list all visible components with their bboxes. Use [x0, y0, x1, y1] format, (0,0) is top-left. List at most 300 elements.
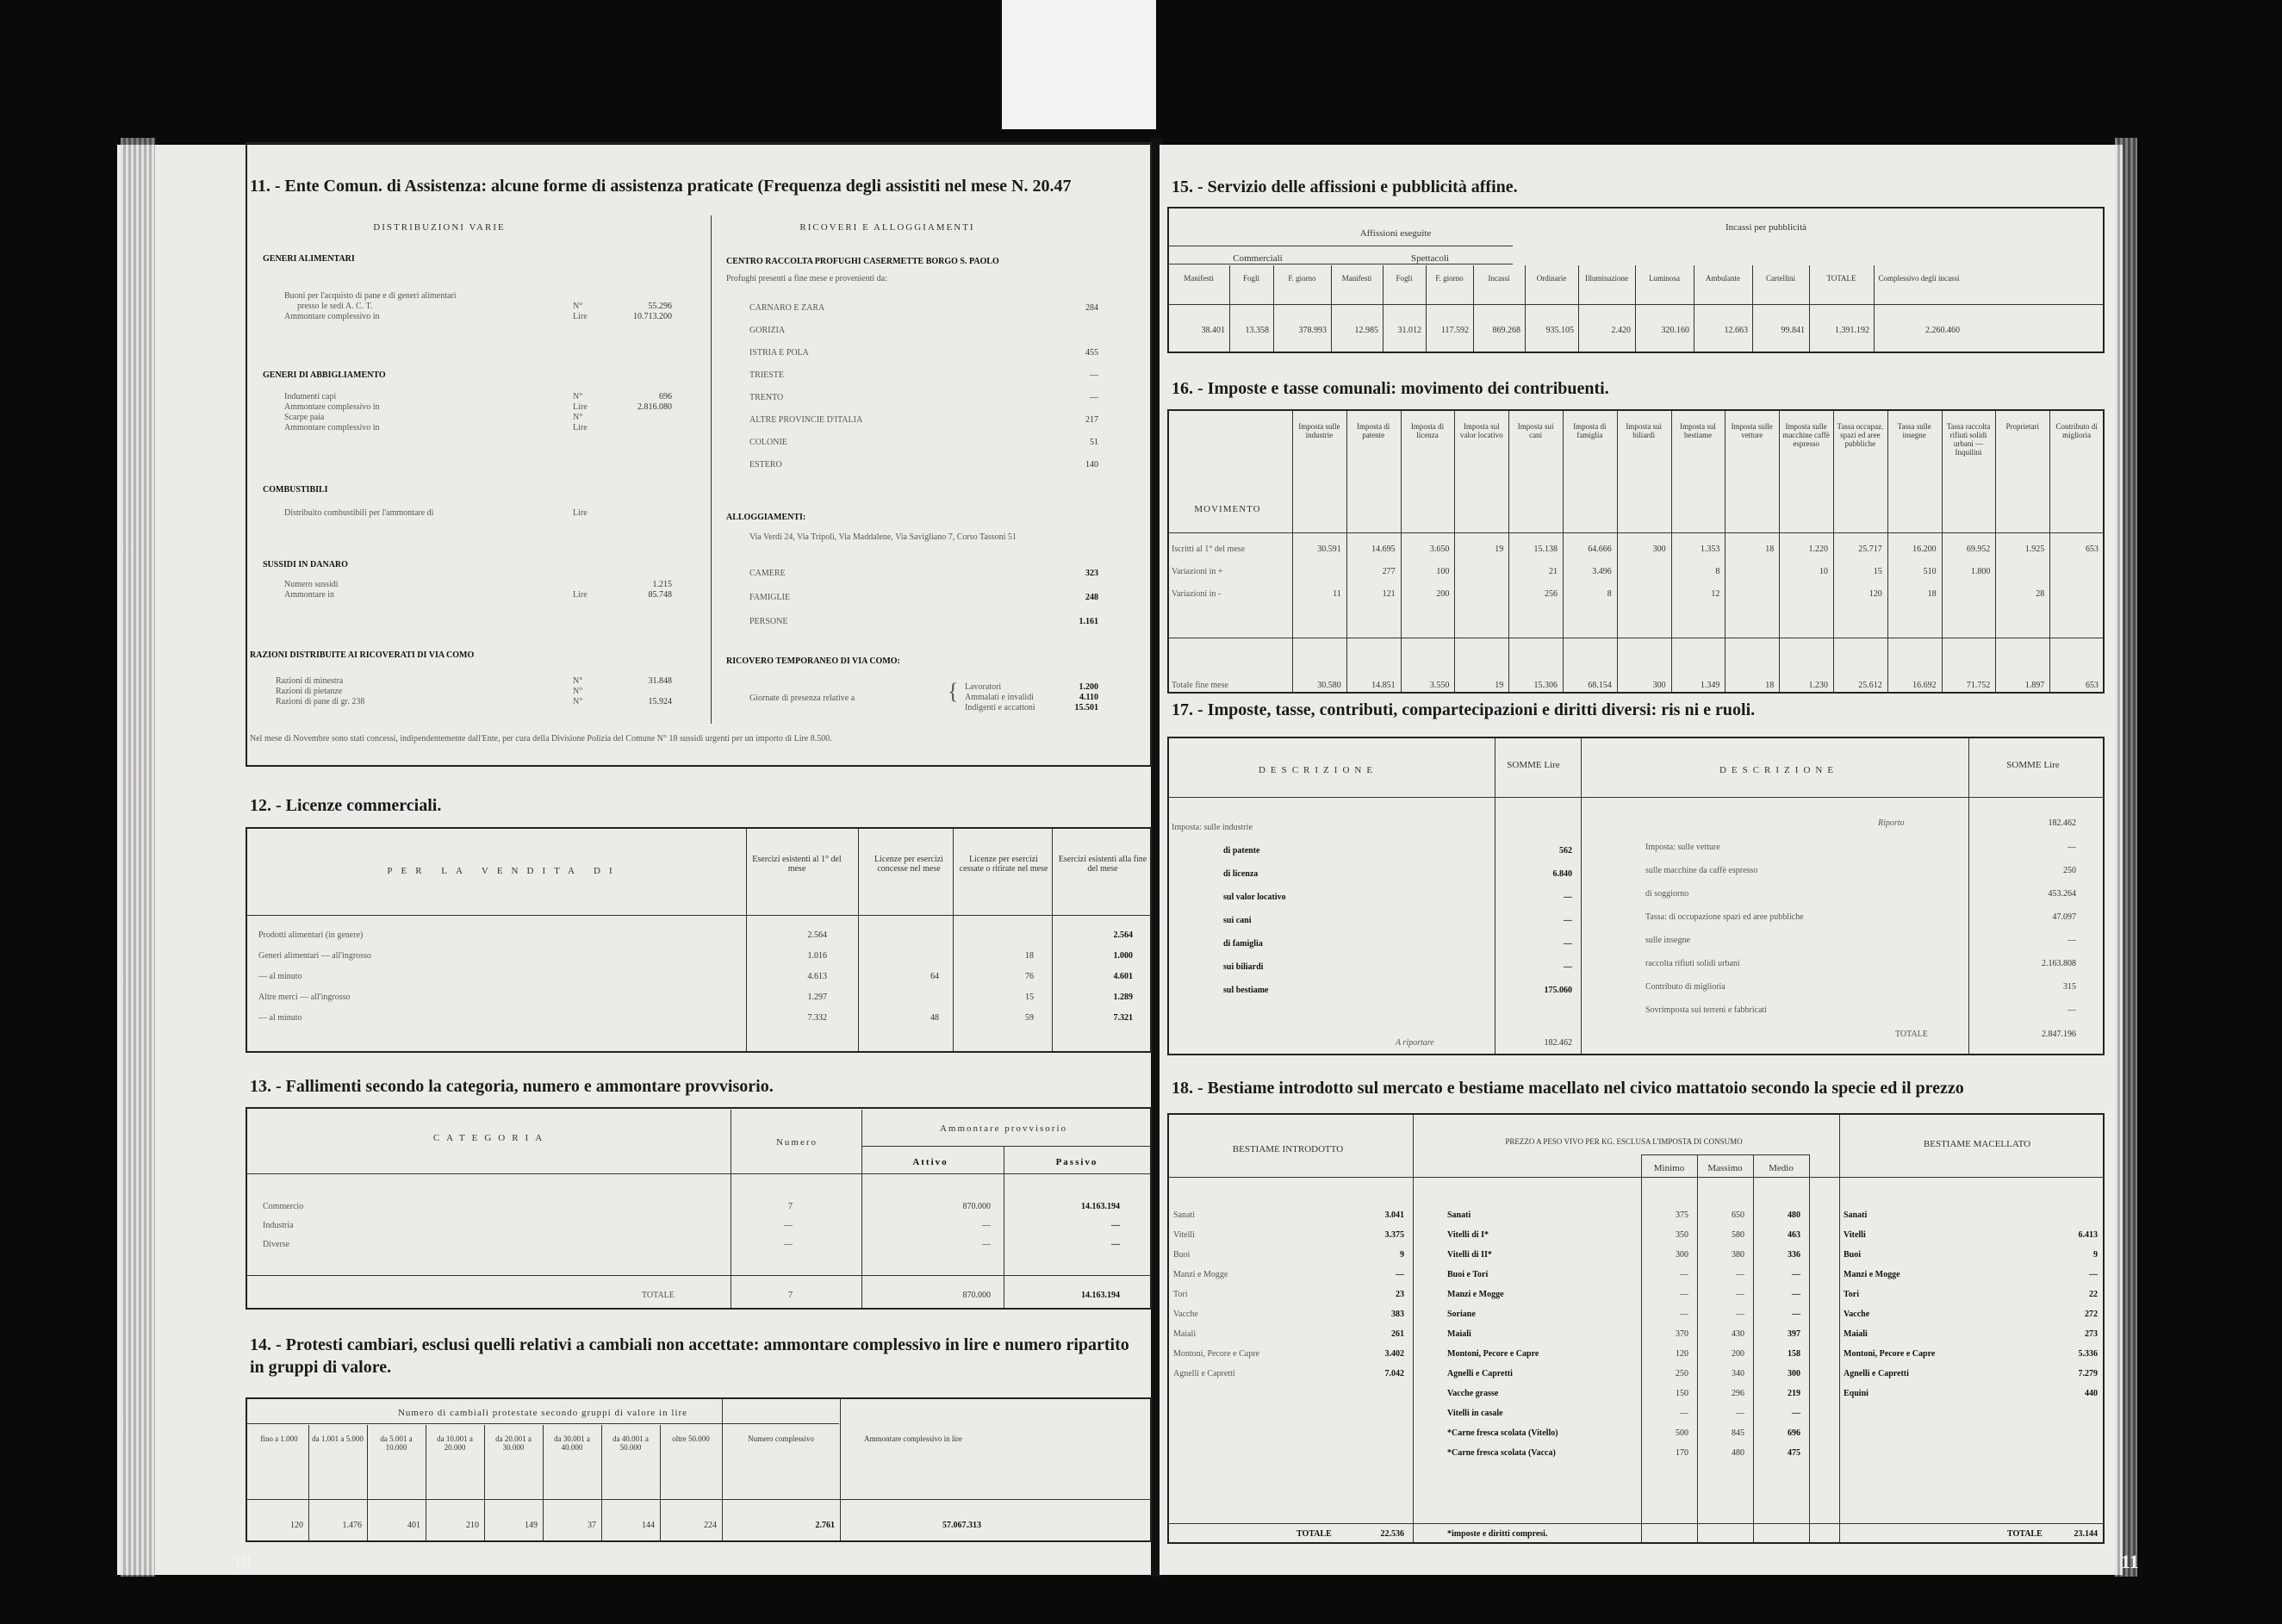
- s18-prezzo-med: —: [1792, 1290, 1800, 1299]
- divider: [1809, 1154, 1810, 1542]
- s18-introdotto-value: 383: [1391, 1310, 1404, 1319]
- s16-cell: 28: [2036, 589, 2045, 599]
- s16-col-header: Imposta di patente: [1357, 422, 1390, 439]
- section-11-footnote: Nel mese di Novembre sono stati concessi, indipendentemente dall'Ente, per cura della Divisione Polizia del Comune N° 18 sussidi urgenti per un importo di Lire 8.500.: [250, 734, 832, 744]
- rule: [246, 1423, 839, 1424]
- rule: [1168, 797, 2104, 798]
- s16-cell: 200: [1436, 589, 1450, 599]
- s17-left-label: sul bestiame: [1223, 986, 1269, 995]
- s18-prezzo-min: 120: [1676, 1349, 1688, 1359]
- s16-cell: 1.800: [1970, 567, 1991, 576]
- s15-col-header: Ordinarie: [1536, 274, 1567, 283]
- s15-value: 12.985: [1354, 326, 1378, 335]
- s12-cell: 4.601: [1113, 972, 1133, 981]
- s18-macellato-label: Agnelli e Capretti: [1844, 1369, 1909, 1378]
- s16-cell: 121: [1382, 589, 1396, 599]
- s16-col-header: Imposta di famiglia: [1573, 422, 1607, 439]
- a-riportare-value: 182.462: [1544, 1038, 1572, 1048]
- s18-prezzo-min: 150: [1676, 1389, 1688, 1398]
- s16-cell: 653: [2085, 544, 2099, 554]
- rule: [543, 1425, 544, 1540]
- centro-row-label: ISTRIA E POLA: [749, 348, 809, 358]
- numero-header: Numero: [775, 1137, 818, 1148]
- macellato-header: BESTIAME MACELLATO: [1923, 1139, 2031, 1149]
- rule: [1508, 411, 1509, 692]
- s18-macellato-label: Sanati: [1844, 1210, 1868, 1220]
- s18-prezzo-min: 250: [1676, 1369, 1688, 1378]
- s18-prezzo-label: *Carne fresca scolata (Vitello): [1447, 1428, 1558, 1438]
- rule: [1779, 411, 1780, 692]
- s18-prezzo-max: —: [1736, 1409, 1744, 1418]
- rule: [1833, 411, 1834, 692]
- spettacoli-header: Spettacoli: [1411, 253, 1449, 264]
- s16-col-header: Imposta di licenza: [1410, 422, 1445, 439]
- combustibili-unit: Lire: [573, 508, 588, 518]
- s16-row-label: Totale fine mese: [1172, 681, 1228, 690]
- s17-left-value: —: [1564, 962, 1572, 972]
- s14-col-header: da 40.001 a 50.000: [612, 1434, 649, 1452]
- s17-left-label: di licenza: [1223, 869, 1259, 879]
- s16-cell: 8: [1715, 567, 1720, 576]
- s16-col-header: Imposta sulle industrie: [1298, 422, 1340, 439]
- s16-cell: 653: [2085, 681, 2099, 690]
- s16-cell: 12: [1711, 589, 1720, 599]
- s17-right-label: Contributo di miglioria: [1645, 982, 1725, 992]
- s15-value: 935.105: [1545, 326, 1574, 335]
- rule: [1292, 411, 1293, 692]
- s17-left-label: di patente: [1223, 846, 1260, 856]
- s15-col-header: Cartellini: [1766, 274, 1795, 283]
- sussidi-line-2: Ammontare in: [284, 590, 335, 600]
- rule: [1563, 411, 1564, 692]
- s15-value: 320.160: [1661, 326, 1689, 335]
- centro-row-value: 284: [1085, 303, 1098, 313]
- generi-line-3: Ammontare complessivo in: [284, 312, 380, 321]
- s18-prezzo-max: 650: [1732, 1210, 1744, 1220]
- fallimenti-row-label: Industria: [263, 1221, 294, 1230]
- sussidi-value-2: 85.748: [648, 590, 672, 600]
- s15-col-header: F. giorno: [1288, 274, 1316, 283]
- s15-value: 38.401: [1201, 326, 1225, 335]
- s12-cell: 2.564: [807, 930, 827, 940]
- s18-prezzo-med: 475: [1788, 1448, 1800, 1458]
- alloggi-row-value: 248: [1085, 593, 1098, 602]
- rule: [953, 829, 954, 1051]
- s16-cell: 16.200: [1912, 544, 1937, 554]
- s18-prezzo-min: 350: [1676, 1230, 1688, 1240]
- s16-cell: 3.550: [1429, 681, 1450, 690]
- alloggiamenti-address: Via Verdi 24, Via Tripoli, Via Maddalene, Via Savigliano 7, Corso Tassoni 51: [749, 532, 1017, 542]
- centro-row-value: 51: [1090, 438, 1098, 447]
- s16-cell: 100: [1436, 567, 1450, 576]
- s15-col-header: Complessivo degli incassi: [1878, 274, 1960, 283]
- alloggiamenti-title: ALLOGGIAMENTI:: [726, 513, 806, 522]
- indumenti-line-2: Ammontare complessivo in: [284, 402, 380, 412]
- riporto-label: Riporto: [1878, 818, 1905, 828]
- s16-cell: 71.752: [1966, 681, 1991, 690]
- s14-col-header: oltre 50.000: [672, 1434, 710, 1443]
- s18-prezzo-max: 296: [1732, 1389, 1744, 1398]
- page-number-left: 10: [233, 1551, 252, 1572]
- macellato-total-label: TOTALE: [2007, 1529, 2043, 1539]
- s16-col-header: Imposta sul bestiame: [1680, 422, 1716, 439]
- s16-col-header: Imposta sul valor locativo: [1459, 422, 1503, 439]
- s18-macellato-label: Montoni, Pecore e Capre: [1844, 1349, 1936, 1359]
- s18-introdotto-value: 3.041: [1384, 1210, 1404, 1220]
- page-edge-left: [121, 138, 155, 1577]
- section-18-title: 18. - Bestiame introdotto sul mercato e bestiame macellato nel civico mattatoio secondo la specie ed il prezzo: [1172, 1079, 1964, 1098]
- s17-right-label: Tassa: di occupazione spazi ed aree pubbliche: [1645, 912, 1804, 922]
- s18-introdotto-label: Vitelli: [1173, 1230, 1195, 1240]
- s15-col-header: Ambulante: [1706, 274, 1740, 283]
- s17-right-value: 47.097: [2052, 912, 2076, 922]
- s15-value: 12.663: [1724, 326, 1748, 335]
- s18-macellato-label: Manzi e Mogge: [1844, 1270, 1900, 1279]
- s16-col-header: Tassa raccolta rifiuti solidi urbani — Inquilini: [1946, 422, 1991, 457]
- generi-value-2: 55.296: [648, 302, 672, 311]
- s16-cell: 300: [1652, 544, 1666, 554]
- fallimenti-row-passivo: —: [1111, 1221, 1120, 1230]
- s17-right-label: di soggiorno: [1645, 889, 1689, 899]
- rule: [246, 1275, 1151, 1276]
- rule: [1168, 1523, 2104, 1524]
- s18-macellato-label: Buoi: [1844, 1250, 1862, 1260]
- fallimenti-row-attivo: —: [982, 1221, 991, 1230]
- s17-total-label: TOTALE: [1895, 1030, 1928, 1039]
- medio-header: Medio: [1769, 1163, 1794, 1173]
- s18-macellato-value: —: [2089, 1270, 2098, 1279]
- divider: [1968, 738, 1969, 1054]
- movimento-header: MOVIMENTO: [1194, 504, 1261, 514]
- s15-value: 378.993: [1298, 326, 1327, 335]
- s17-right-label: Imposta: sulle vetture: [1645, 843, 1720, 852]
- indumenti-unit-2: Lire: [573, 402, 588, 412]
- s17-right-value: 315: [2063, 982, 2076, 992]
- sussidi-unit: Lire: [573, 590, 588, 600]
- s15-col-header: Manifesti: [1184, 274, 1214, 283]
- s16-col-header: Imposta sui cani: [1517, 422, 1554, 439]
- centro-row-label: TRENTO: [749, 393, 784, 402]
- s17-left-label: sui biliardi: [1223, 962, 1264, 972]
- s12-row-label: — al minuto: [258, 972, 302, 981]
- divider: [711, 215, 712, 724]
- s16-cell: 21: [1548, 567, 1558, 576]
- minimo-header: Minimo: [1653, 1163, 1685, 1173]
- razioni-label: RAZIONI DISTRIBUITE AI RICOVERATI DI VIA COMO: [250, 650, 475, 660]
- s12-cell: 4.613: [807, 972, 827, 981]
- s16-row-label: Variazioni in -: [1172, 589, 1222, 599]
- s16-cell: 1.897: [2024, 681, 2045, 690]
- s18-prezzo-label: Vitelli di I*: [1447, 1230, 1489, 1240]
- rule: [1671, 411, 1672, 692]
- distribuzioni-header: DISTRIBUZIONI VARIE: [373, 222, 506, 233]
- s15-value: 117.592: [1440, 326, 1469, 335]
- s12-cell: 76: [1025, 972, 1034, 981]
- s18-introdotto-value: 9: [1400, 1250, 1404, 1260]
- s16-col-header: Imposta sui biliardi: [1626, 422, 1663, 439]
- introdotto-total-label: TOTALE: [1296, 1529, 1332, 1539]
- section-18-frame: [1167, 1113, 2105, 1544]
- s18-prezzo-label: Agnelli e Capretti: [1447, 1369, 1513, 1378]
- passivo-header: Passivo: [1055, 1157, 1098, 1167]
- s16-cell: 30.580: [1317, 681, 1341, 690]
- section-13-title: 13. - Fallimenti secondo la categoria, numero e ammontare provvisorio.: [250, 1077, 774, 1096]
- fallimenti-total-label: TOTALE: [642, 1291, 675, 1300]
- s17-left-value: —: [1564, 939, 1572, 949]
- s18-prezzo-label: Vitelli di II*: [1447, 1250, 1492, 1260]
- s12-col-header: Esercizi esistenti al 1° del mese: [752, 855, 842, 874]
- s18-prezzo-min: 500: [1676, 1428, 1688, 1438]
- s17-left-value: 175.060: [1544, 986, 1572, 995]
- rule: [1346, 411, 1347, 692]
- s18-prezzo-med: 219: [1788, 1389, 1800, 1398]
- fallimenti-row-label: Commercio: [263, 1202, 304, 1211]
- rule: [1887, 411, 1888, 692]
- rule: [1168, 532, 2104, 533]
- ricovero-row-value: 4.110: [1079, 693, 1098, 702]
- generi-line-1: Buoni per l'acquisto di pane e di generi alimentari: [284, 291, 457, 301]
- descrizione-header-right: DESCRIZIONE: [1719, 765, 1839, 775]
- fallimenti-row-num: —: [784, 1221, 793, 1230]
- somme-header-left: SOMME Lire: [1507, 760, 1560, 770]
- introdotto-total-value: 22.536: [1380, 1529, 1404, 1539]
- ricovero-row-label: Indigenti e accattoni: [965, 703, 1035, 712]
- s18-introdotto-value: 261: [1391, 1329, 1404, 1339]
- s18-prezzo-max: 380: [1732, 1250, 1744, 1260]
- s16-cell: 14.695: [1371, 544, 1396, 554]
- s14-col-header: Numero complessivo: [748, 1434, 814, 1443]
- divider: [1581, 738, 1582, 1054]
- rule: [1168, 304, 2104, 305]
- s18-macellato-label: Vitelli: [1844, 1230, 1866, 1240]
- s18-prezzo-med: 397: [1788, 1329, 1800, 1339]
- s18-prezzo-label: Vacche grasse: [1447, 1389, 1499, 1398]
- s18-prezzo-med: 336: [1788, 1250, 1800, 1260]
- centro-row-value: —: [1090, 370, 1098, 380]
- s12-cell: 1.289: [1113, 992, 1133, 1002]
- s18-prezzo-med: 696: [1788, 1428, 1800, 1438]
- razioni-line-2: Razioni di pietanze: [276, 687, 343, 696]
- fallimenti-row-label: Diverse: [263, 1240, 290, 1249]
- s16-cell: 10: [1819, 567, 1828, 576]
- s15-col-header: Incassi: [1488, 274, 1510, 283]
- s16-cell: 1.230: [1808, 681, 1828, 690]
- rule: [722, 1399, 723, 1540]
- s14-value: 144: [642, 1521, 655, 1530]
- rule: [2049, 411, 2050, 692]
- centro-row-label: GORIZIA: [749, 326, 786, 335]
- s16-col-header: Proprietari: [2005, 422, 2040, 431]
- s12-cell: 64: [930, 972, 939, 981]
- introdotto-header: BESTIAME INTRODOTTO: [1232, 1144, 1344, 1154]
- s18-introdotto-value: 7.042: [1384, 1369, 1404, 1378]
- s17-right-label: sulle insegne: [1645, 936, 1690, 945]
- s18-prezzo-label: *Carne fresca scolata (Vacca): [1447, 1448, 1556, 1458]
- s12-row-label: Altre merci — all'ingrosso: [258, 992, 351, 1002]
- prezzi-footnote: *imposte e diritti compresi.: [1447, 1529, 1548, 1539]
- s15-value: 31.012: [1397, 326, 1421, 335]
- divider: [1753, 1154, 1754, 1542]
- s14-col-header: da 30.001 a 40.000: [554, 1434, 590, 1452]
- sussidi-value-1: 1.215: [652, 580, 672, 589]
- fallimenti-row-passivo: 14.163.194: [1081, 1202, 1120, 1211]
- centro-row-value: 455: [1085, 348, 1098, 358]
- section-14-title: 14. - Protesti cambiari, esclusi quelli relativi a cambiali non accettate: ammontare complessivo in lire e numero ripartito in gruppi di valore.: [250, 1335, 1129, 1377]
- s16-col-header: Imposta sulle macchine caffè espresso: [1782, 422, 1830, 448]
- rule: [1052, 829, 1053, 1051]
- section-14-header: Numero di cambiali protestate secondo gruppi di valore in lire: [397, 1408, 687, 1418]
- section-11-frame: [246, 142, 1152, 767]
- s15-col-header: F. giorno: [1435, 274, 1464, 283]
- s18-prezzo-max: 340: [1732, 1369, 1744, 1378]
- s15-value: 99.841: [1781, 326, 1805, 335]
- divider: [1413, 1115, 1414, 1542]
- s16-cell: 15: [1873, 567, 1882, 576]
- rule: [1995, 411, 1996, 692]
- s12-col-header: Esercizi esistenti alla fine del mese: [1058, 855, 1147, 874]
- s18-prezzo-med: 480: [1788, 1210, 1800, 1220]
- s18-prezzo-med: —: [1792, 1409, 1800, 1418]
- prezzo-header: PREZZO A PESO VIVO PER KG. ESCLUSA L'IMPOSTA DI CONSUMO: [1505, 1137, 1743, 1146]
- rule: [308, 1425, 309, 1540]
- s12-cell: 59: [1025, 1013, 1034, 1023]
- divider: [861, 1110, 862, 1308]
- s18-prezzo-max: 845: [1732, 1428, 1744, 1438]
- s14-value: 57.067.313: [942, 1521, 981, 1530]
- s15-col-header: Fogli: [1396, 274, 1413, 283]
- fallimenti-total-num: 7: [788, 1291, 793, 1300]
- razioni-line-3: Razioni di pane di gr. 238: [276, 697, 365, 706]
- s16-cell: 11: [1333, 589, 1341, 599]
- indumenti-unit-4: Lire: [573, 423, 588, 432]
- s17-right-value: 453.264: [2048, 889, 2076, 899]
- s17-left-label: Imposta: sulle industrie: [1172, 823, 1253, 832]
- s16-cell: 1.349: [1700, 681, 1720, 690]
- s18-prezzo-label: Sanati: [1447, 1210, 1471, 1220]
- page-edge-right: [2115, 138, 2137, 1577]
- s18-macellato-value: 5.336: [2078, 1349, 2098, 1359]
- generi-alimentari-label: GENERI ALIMENTARI: [263, 254, 355, 264]
- s18-macellato-label: Equini: [1844, 1389, 1869, 1398]
- rule: [246, 915, 1151, 916]
- fallimenti-row-num: —: [784, 1240, 793, 1249]
- s18-prezzo-min: 170: [1676, 1448, 1688, 1458]
- s14-col-header: da 20.001 a 30.000: [495, 1434, 532, 1452]
- razioni-line-1: Razioni di minestra: [276, 676, 344, 686]
- generi-value-3: 10.713.200: [633, 312, 672, 321]
- razioni-unit-2: N°: [573, 687, 583, 696]
- s15-col-header: Luminosa: [1649, 274, 1680, 283]
- s17-total-value: 2.847.196: [2042, 1030, 2076, 1039]
- s14-value: 401: [407, 1521, 420, 1530]
- generi-unit-2: N°: [573, 302, 583, 311]
- section-11-title: 11. - Ente Comun. di Assistenza: alcune forme di assistenza praticate (Frequenza degli assistiti nel mese N. 20.47: [250, 177, 1072, 196]
- a-riportare-label: A riportare: [1396, 1038, 1434, 1048]
- s12-cell: 7.332: [807, 1013, 827, 1023]
- s14-col-header: da 10.001 a 20.000: [437, 1434, 473, 1452]
- rule: [246, 1173, 1151, 1174]
- s18-prezzo-min: 300: [1676, 1250, 1688, 1260]
- s14-value: 37: [588, 1521, 596, 1530]
- s18-prezzo-med: —: [1792, 1270, 1800, 1279]
- ricovero-title: RICOVERO TEMPORANEO DI VIA COMO:: [726, 656, 900, 666]
- riporto-value: 182.462: [2048, 818, 2076, 828]
- massimo-header: Massimo: [1707, 1163, 1743, 1173]
- commerciali-header: Commerciali: [1233, 253, 1283, 264]
- s12-cell: 1.016: [807, 951, 827, 961]
- s18-introdotto-value: 23: [1396, 1290, 1404, 1299]
- s18-macellato-value: 272: [2085, 1310, 2098, 1319]
- section-12-header: PER LA VENDITA DI: [387, 866, 621, 876]
- ammontare-header: Ammontare provvisorio: [939, 1123, 1067, 1134]
- rule: [1641, 1154, 1809, 1155]
- s14-value: 149: [525, 1521, 538, 1530]
- s16-col-header: Contributo di miglioria: [2055, 422, 2098, 439]
- razioni-unit-3: N°: [573, 697, 583, 706]
- section-12-title: 12. - Licenze commerciali.: [250, 796, 442, 815]
- indumenti-unit-1: N°: [573, 392, 583, 401]
- s16-col-header: Tassa occupaz. spazi ed aree pubbliche: [1837, 422, 1884, 448]
- s17-left-value: —: [1564, 893, 1572, 902]
- s16-cell: 277: [1382, 567, 1396, 576]
- fallimenti-row-attivo: 870.000: [962, 1202, 991, 1211]
- s15-col-header: Illuminazione: [1585, 274, 1628, 283]
- rule: [367, 1425, 368, 1540]
- s12-row-label: Prodotti alimentari (in genere): [258, 930, 364, 940]
- s16-cell: 14.851: [1371, 681, 1396, 690]
- s18-prezzo-max: —: [1736, 1270, 1744, 1279]
- s17-right-value: —: [2067, 843, 2076, 852]
- s15-value: 869.268: [1492, 326, 1520, 335]
- sussidi-line-1: Numero sussidi: [284, 580, 339, 589]
- s16-cell: 16.692: [1912, 681, 1937, 690]
- rule: [484, 1425, 485, 1540]
- s12-cell: 1.000: [1113, 951, 1133, 961]
- s16-cell: 8: [1607, 589, 1612, 599]
- rule: [246, 1499, 1151, 1500]
- somme-header-right: SOMME Lire: [2006, 760, 2060, 770]
- rule: [1454, 411, 1455, 692]
- s17-right-label: Sovrimposta sui terreni e fabbricati: [1645, 1005, 1768, 1015]
- s15-value: 2.260.460: [1925, 326, 1960, 335]
- rule: [601, 1425, 602, 1540]
- ricovero-row-value: 1.200: [1079, 682, 1098, 692]
- s15-value: 2.420: [1611, 326, 1631, 335]
- s18-prezzo-med: —: [1792, 1310, 1800, 1319]
- ricovero-row-value: 15.501: [1074, 703, 1098, 712]
- s18-prezzo-label: Maiali: [1447, 1329, 1471, 1339]
- divider: [1641, 1154, 1642, 1542]
- s14-col-header: da 1.001 a 5.000: [312, 1434, 364, 1443]
- generi-line-2: presso le sedi A. C. T.: [297, 302, 373, 311]
- s18-prezzo-min: —: [1680, 1290, 1688, 1299]
- fallimenti-total-attivo: 870.000: [962, 1291, 991, 1300]
- s16-cell: 18: [1927, 589, 1937, 599]
- s18-introdotto-label: Montoni, Pecore e Capre: [1173, 1349, 1259, 1359]
- s18-prezzo-med: 158: [1788, 1349, 1800, 1359]
- s16-cell: 69.952: [1966, 544, 1991, 554]
- s17-right-value: 250: [2063, 866, 2076, 875]
- s18-introdotto-label: Sanati: [1173, 1210, 1195, 1220]
- s16-cell: 19: [1495, 544, 1504, 554]
- s16-cell: 510: [1923, 567, 1937, 576]
- s18-macellato-value: 22: [2089, 1290, 2098, 1299]
- generi-unit-3: Lire: [573, 312, 588, 321]
- centro-row-label: COLONIE: [749, 438, 787, 447]
- s16-row-label: Variazioni in +: [1172, 567, 1223, 576]
- s17-right-label: raccolta rifiuti solidi urbani: [1645, 959, 1740, 968]
- s18-prezzo-max: 480: [1732, 1448, 1744, 1458]
